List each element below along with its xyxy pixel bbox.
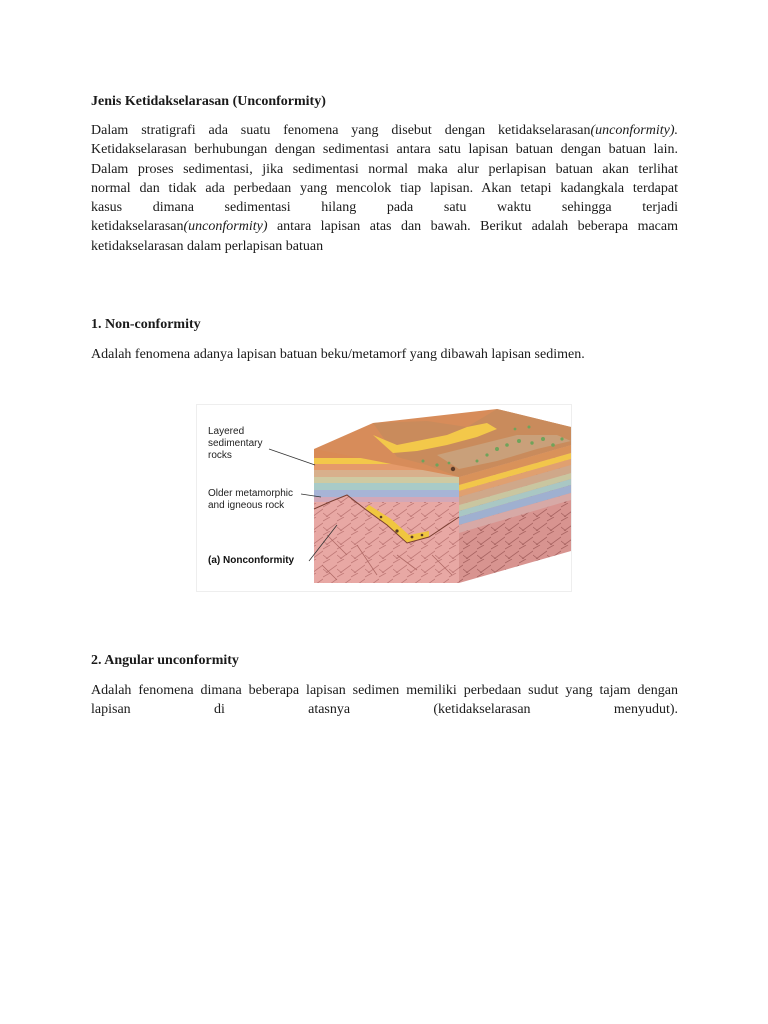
section1-text: Adalah fenomena adanya lapisan batuan beku/metamorf yang dibawah lapisan sedimen. bbox=[91, 347, 585, 362]
section2-line-2: lapisan di atasnya (ketidakselarasan menyudut). bbox=[91, 702, 678, 718]
nonconformity-figure bbox=[196, 404, 572, 592]
intro-line-6-text-c: antara lapisan atas dan bawah. Berikut adalah beberapa macam bbox=[267, 219, 678, 235]
label-layered-line-2: sedimentary bbox=[208, 438, 263, 449]
section2-line-1: Adalah fenomena dimana beberapa lapisan sedimen memiliki perbedaan sudut yang tajam dengan bbox=[91, 683, 678, 698]
intro-paragraph bbox=[91, 121, 678, 256]
intro-line-5: kasus dimana sedimentasi hilang pada satu waktu sehingga terjadi bbox=[91, 200, 678, 216]
page-title: Jenis Ketidakselarasan (Unconformity) bbox=[91, 94, 326, 109]
intro-line-6-text-a: ketidakselarasan bbox=[91, 219, 184, 235]
label-layered-sedimentary-rocks bbox=[208, 426, 262, 462]
label-older-line-2: and igneous rock bbox=[208, 500, 285, 511]
intro-line-2: Ketidakselarasan berhubungan dengan sedimentasi antara satu lapisan batuan dengan batuan lain. bbox=[91, 142, 678, 158]
section2-paragraph bbox=[91, 681, 678, 720]
label-layered-line-1: Layered bbox=[208, 426, 245, 437]
section1-heading: 1. Non-conformity bbox=[91, 317, 201, 332]
intro-line-6-italic: (unconformity) bbox=[183, 219, 268, 235]
intro-line-1-italic: (unconformity). bbox=[590, 123, 678, 138]
intro-line-7: ketidakselarasan dalam perlapisan batuan bbox=[91, 238, 324, 254]
label-older-line-1: Older metamorphic bbox=[208, 488, 294, 499]
intro-line-6 bbox=[91, 217, 678, 236]
intro-line-1 bbox=[91, 121, 678, 140]
figure-caption: (a) Nonconformity bbox=[208, 555, 295, 566]
label-older-rock bbox=[208, 488, 293, 512]
section2-heading: 2. Angular unconformity bbox=[91, 653, 239, 668]
label-layered-line-3: rocks bbox=[208, 450, 232, 461]
intro-line-1-text: Dalam stratigrafi ada suatu fenomena yang disebut dengan ketidakselarasan bbox=[91, 123, 591, 138]
leader-line-layered bbox=[269, 449, 315, 465]
intro-line-3: Dalam proses sedimentasi, jika sedimentasi normal maka alur perlapisan batuan akan terlihat bbox=[91, 161, 678, 177]
intro-line-4: normal dan tidak ada perbedaan yang mencolok tiap lapisan. Akan tetapi kadangkala terdapat bbox=[91, 180, 678, 196]
